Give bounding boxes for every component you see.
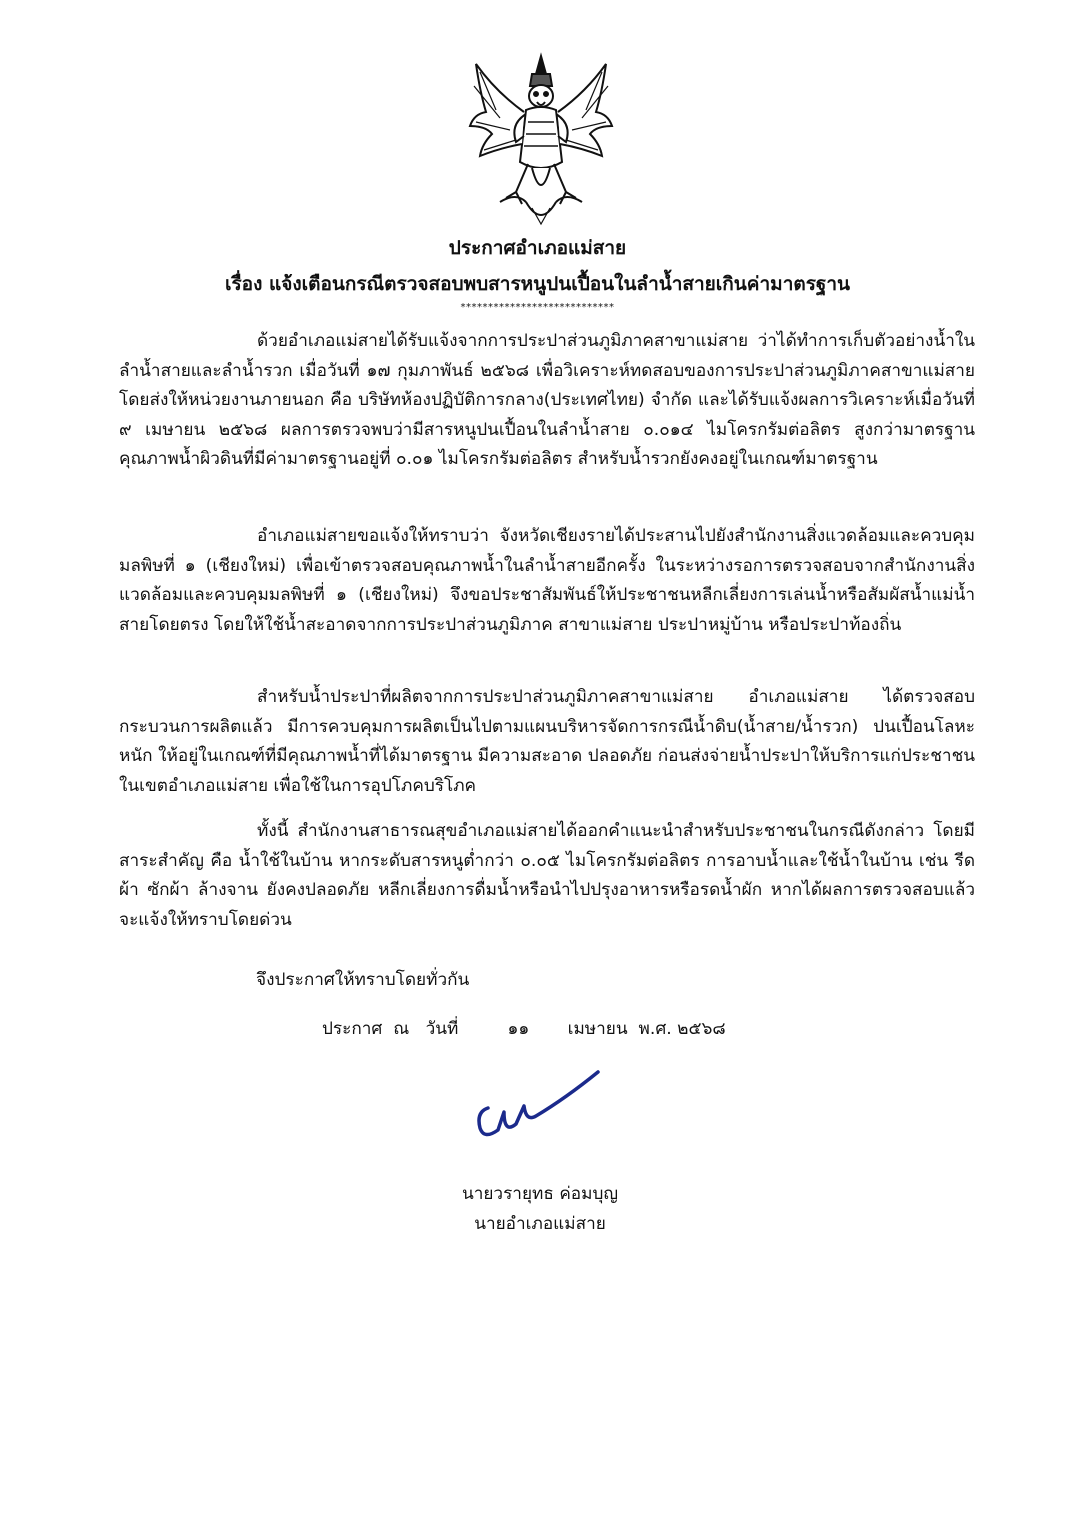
- title-separator: ****************************: [460, 302, 615, 313]
- paragraph-4: ทั้งนี้ สำนักงานสาธารณสุขอำเภอแม่สายได้ออกคำแนะนำสำหรับประชาชนในกรณีดังกล่าว โดยมีสาระสำคัญ คือ น้ำใช้ในบ้าน หากระดับสารหนูต่ำกว่า ๐.๐๕ ไมโครกรัมต่อลิตร การอาบน้ำและใช้น้ำในบ้าน เช่น รีดผ้า ซักผ้า ล้างจาน ยังคงปลอดภัย หลีกเลี่ยงการดื่มน้ำหรือนำไปปรุงอาหารหรือรดน้ำผัก หากได้ผลการตรวจสอบแล้วจะแจ้งให้ทราบโดยด่วน: [119, 821, 975, 930]
- announcement-date: [322, 1015, 726, 1044]
- closing-statement: จึงประกาศให้ทราบโดยทั่วกัน: [256, 970, 470, 990]
- paragraph-1: ด้วยอำเภอแม่สายได้รับแจ้งจากการประปาส่วนภูมิภาคสาขาแม่สาย ว่าได้ทำการเก็บตัวอย่างน้ำในลำน้ำสายและลำน้ำรวก เมื่อวันที่ ๑๗ กุมภาพันธ์ ๒๕๖๘ เพื่อวิเคราะห์ทดสอบของการประปาส่วนภูมิภาคสาขาแม่สาย โดยส่งให้หน่วยงานภายนอก คือ บริษัทห้องปฏิบัติการกลาง(ประเทศไทย) จำกัด และได้รับแจ้งผลการวิเคราะห์เมื่อวันที่ ๙ เมษายน ๒๕๖๘ ผลการตรวจพบว่ามีสารหนูปนเปื้อนในลำน้ำสาย ๐.๐๑๔ ไมโครกรัมต่อลิตร สูงกว่ามาตรฐานคุณภาพน้ำผิวดินที่มีค่ามาตรฐานอยู่ที่ ๐.๐๑ ไมโครกรัมต่อลิตร สำหรับน้ำรวกยังคงอยู่ในเกณฑ์มาตรฐาน: [119, 331, 975, 469]
- date-day: ๑๑: [507, 1019, 530, 1039]
- signer-title: นายอำเภอแม่สาย: [474, 1214, 606, 1234]
- paragraph-3: สำหรับน้ำประปาที่ผลิตจากการประปาส่วนภูมิภาคสาขาแม่สาย อำเภอแม่สาย ได้ตรวจสอบกระบวนการผลิตแล้ว มีการควบคุมการผลิตเป็นไปตามแผนบริหารจัดการกรณีน้ำดิบ(น้ำสาย/น้ำรวก) ปนเปื้อนโลหะหนัก ให้อยู่ในเกณฑ์ที่มีคุณภาพน้ำที่ได้มาตรฐาน มีความสะอาด ปลอดภัย ก่อนส่งจ่ายน้ำประปาให้บริการแก่ประชาชนในเขตอำเภอแม่สาย เพื่อใช้ในการอุปโภคบริโภค: [119, 687, 975, 796]
- garuda-emblem-icon: [466, 52, 616, 232]
- paragraph-2: อำเภอแม่สายขอแจ้งให้ทราบว่า จังหวัดเชียงรายได้ประสานไปยังสำนักงานสิ่งแวดล้อมและควบคุมมลพิษที่ ๑ (เชียงใหม่) เพื่อเข้าตรวจสอบคุณภาพน้ำในลำน้ำสายอีกครั้ง ในระหว่างรอการตรวจสอบจากสำนักงานสิ่งแวดล้อมและควบคุมมลพิษที่ ๑ (เชียงใหม่) จึงขอประชาสัมพันธ์ให้ประชาชนหลีกเลี่ยงการเล่นน้ำหรือสัมผัสน้ำแม่น้ำสายโดยตรง โดยให้ใช้น้ำสะอาดจากการประปาส่วนภูมิภาค สาขาแม่สาย ประปาหมู่บ้าน หรือประปาท้องถิ่น: [119, 526, 975, 635]
- handwritten-signature: [470, 1060, 610, 1150]
- signer-name: นายวรายุทธ ค่อมบุญ: [461, 1184, 619, 1204]
- document-subject: เรื่อง แจ้งเตือนกรณีตรวจสอบพบสารหนูปนเปื้อนในลำน้ำสายเกินค่ามาตรฐาน: [224, 273, 851, 295]
- document-title: ประกาศอำเภอแม่สาย: [448, 237, 627, 259]
- date-month-year: เมษายน พ.ศ. ๒๕๖๘: [567, 1019, 726, 1039]
- date-prefix: ประกาศ ณ วันที่: [322, 1019, 459, 1039]
